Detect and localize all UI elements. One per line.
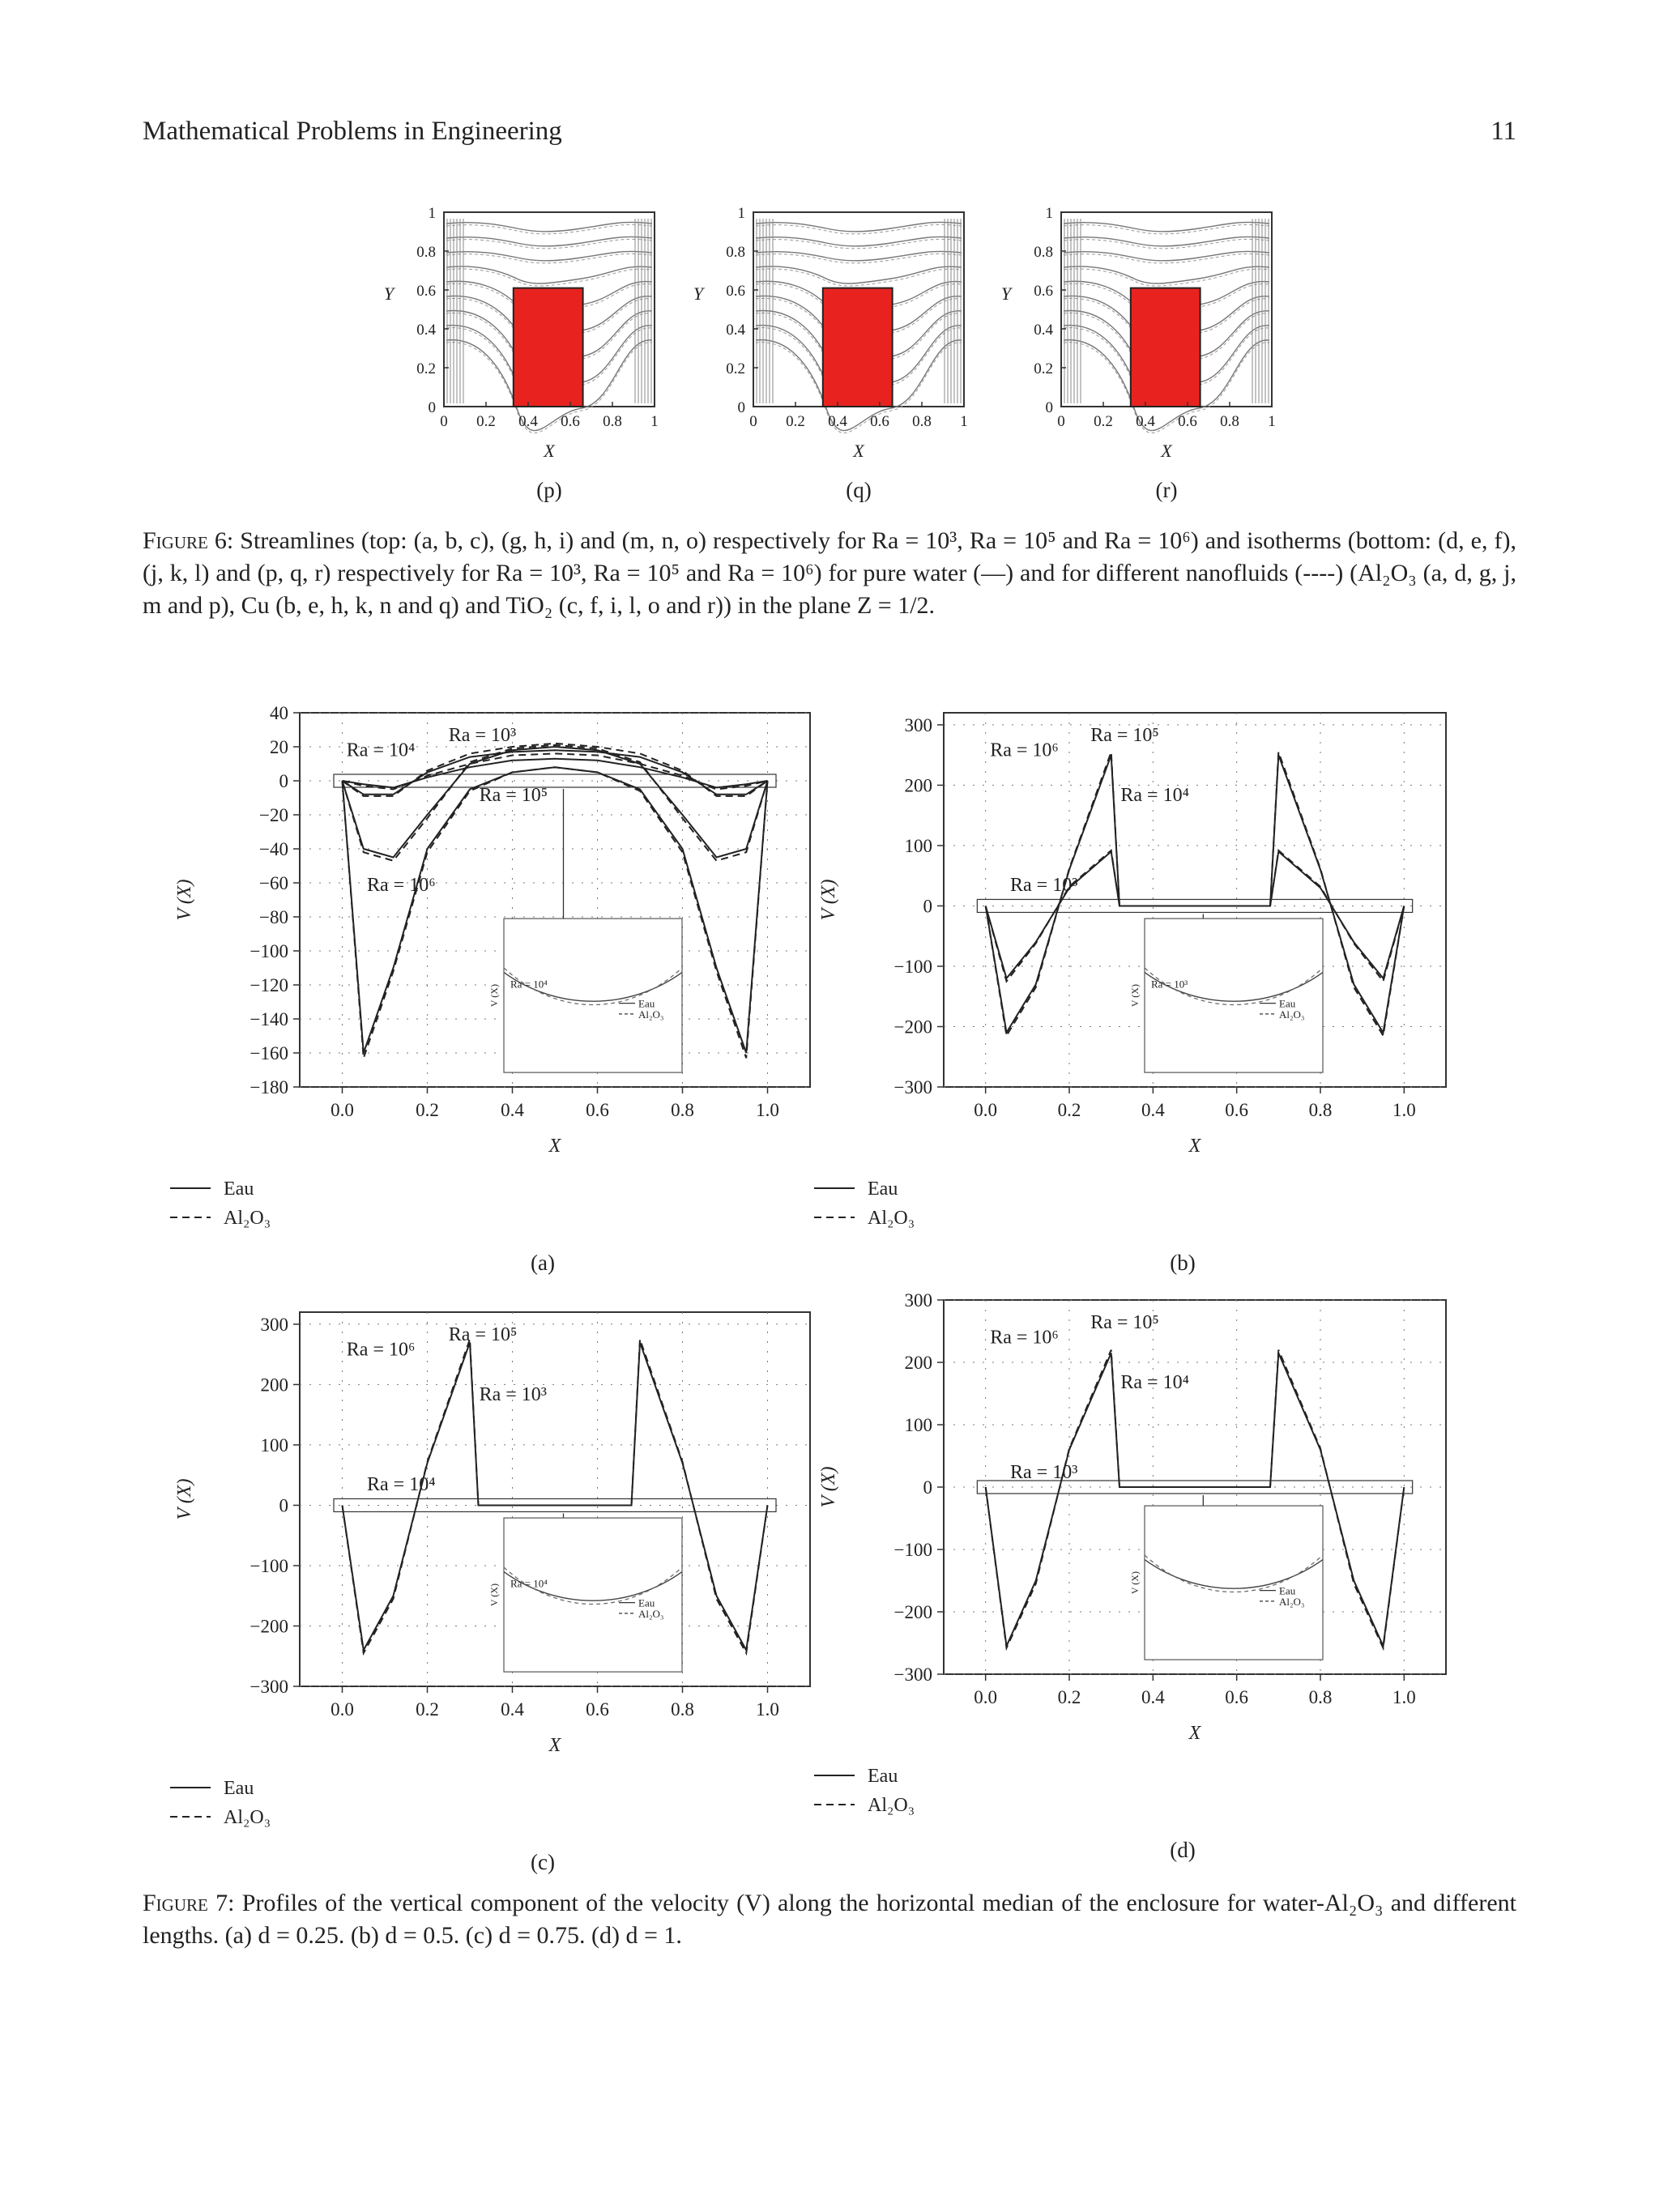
inset-legend-eau: Eau (638, 1596, 655, 1609)
y-tick-label: −120 (249, 975, 288, 995)
ra-annotation: Ra = 10⁴ (346, 739, 416, 761)
inset-legend-al2o3: Al₂O₃ (638, 1008, 664, 1021)
y-axis-label: Y (693, 283, 704, 304)
x-tick-label: 0.0 (331, 1699, 354, 1720)
y-tick-label: 0 (923, 896, 932, 917)
ra-annotation: Ra = 10⁶ (990, 1327, 1059, 1349)
x-axis-label: X (548, 1136, 561, 1157)
y-tick-label: 300 (260, 1314, 288, 1335)
inset-y-label: V (X) (488, 984, 500, 1008)
inset-frame (1145, 918, 1323, 1072)
y-tick-label: −100 (249, 941, 288, 961)
x-tick-label: 0.4 (1141, 1100, 1165, 1120)
y-axis-label: V (X) (818, 879, 839, 921)
inset-label: Ra = 10⁴ (510, 1577, 548, 1590)
inset-legend-eau: Eau (1279, 997, 1296, 1010)
panel-label: (c) (531, 1850, 555, 1874)
ra-annotation: Ra = 10⁶ (346, 1339, 416, 1361)
inset-label: Ra = 10⁴ (510, 978, 548, 991)
x-tick-label: 1 (650, 413, 659, 430)
y-tick-label: 100 (904, 1415, 932, 1435)
y-axis-label: Y (383, 283, 394, 304)
x-tick-label: 1.0 (1392, 1687, 1416, 1707)
y-tick-label: 1 (1045, 205, 1053, 222)
isotherm-panel-r (0, 0, 1659, 535)
y-axis-label: V (X) (818, 1466, 839, 1508)
y-tick-label: 200 (904, 1353, 932, 1373)
x-tick-label: 0.6 (1225, 1100, 1249, 1120)
y-axis-label: V (X) (174, 1478, 195, 1520)
x-tick-label: 0.6 (870, 413, 889, 430)
figure-6-caption (143, 525, 1516, 622)
x-tick-label: 0.4 (1141, 1687, 1165, 1707)
y-tick-label: 100 (260, 1434, 288, 1455)
figure-7-caption (143, 1887, 1516, 1952)
x-tick-label: 0.0 (974, 1100, 998, 1120)
y-tick-label: 0.2 (416, 360, 436, 377)
ra-annotation: Ra = 10³ (479, 1384, 547, 1406)
x-tick-label: 0.6 (586, 1100, 609, 1120)
y-tick-label: 300 (904, 1290, 932, 1311)
ra-annotation: Ra = 10⁴ (1120, 1372, 1189, 1394)
legend-label-eau: Eau (868, 1766, 898, 1787)
x-tick-label: 0.4 (501, 1699, 524, 1720)
x-tick-label: 0 (1057, 413, 1065, 430)
inset-legend-eau: Eau (1279, 1584, 1296, 1597)
heated-block (1131, 288, 1201, 407)
y-tick-label: 0.4 (416, 322, 436, 339)
x-tick-label: 0.8 (1308, 1687, 1333, 1707)
x-axis-label: X (1188, 1136, 1201, 1157)
x-axis-label: X (853, 441, 864, 461)
x-tick-label: 0.2 (416, 1100, 439, 1120)
y-tick-label: −80 (259, 907, 288, 927)
x-tick-label: 0.6 (1225, 1687, 1249, 1707)
inset-label: Ra = 10³ (1151, 978, 1188, 991)
y-tick-label: 0.2 (726, 360, 745, 377)
panel-label: (d) (1170, 1838, 1196, 1862)
chart-c (170, 1312, 810, 1874)
y-tick-label: 40 (270, 703, 288, 723)
figure-7-svg (0, 664, 1659, 1879)
ra-annotation: Ra = 10⁵ (1090, 1312, 1159, 1334)
y-tick-label: −200 (893, 1602, 932, 1622)
x-tick-label: 1.0 (756, 1699, 779, 1720)
y-tick-label: −200 (249, 1616, 288, 1637)
y-tick-label: 0.8 (726, 244, 745, 261)
panel-label: (b) (1170, 1251, 1196, 1275)
ra-annotation: Ra = 10⁴ (367, 1474, 436, 1496)
x-tick-label: 0.2 (1057, 1687, 1081, 1707)
y-tick-label: 0.6 (726, 283, 745, 300)
legend-label-al2o3: Al₂O₃ (868, 1208, 915, 1229)
y-tick-label: −40 (259, 839, 288, 859)
y-tick-label: 1 (428, 205, 436, 222)
x-axis-label: X (548, 1735, 561, 1756)
x-tick-label: 1 (1268, 413, 1276, 430)
inset-y-label: V (X) (1129, 984, 1141, 1008)
y-tick-label: −180 (249, 1077, 288, 1097)
y-tick-label: −160 (249, 1043, 288, 1063)
y-tick-label: −200 (893, 1016, 932, 1038)
legend-label-eau: Eau (224, 1178, 254, 1200)
y-tick-label: 300 (904, 714, 932, 735)
x-tick-label: 0.2 (476, 413, 496, 430)
y-tick-label: 0.6 (416, 283, 436, 300)
ra-annotation: Ra = 10⁶ (367, 875, 436, 897)
legend-label-al2o3: Al₂O₃ (224, 1208, 271, 1229)
x-tick-label: 0.0 (331, 1100, 354, 1120)
legend-label-al2o3: Al₂O₃ (868, 1795, 915, 1816)
inset-y-label: V (X) (1129, 1571, 1141, 1595)
x-tick-label: 0.8 (1308, 1100, 1333, 1120)
y-tick-label: 0.4 (1034, 322, 1053, 339)
page-number: 11 (1491, 117, 1516, 146)
panel-label: (p) (536, 478, 562, 502)
figure-6-caption-prefix: Figure 6: (143, 527, 234, 554)
y-tick-label: 0.4 (726, 322, 745, 339)
ra-annotation: Ra = 10⁵ (1090, 725, 1159, 747)
y-tick-label: 0.8 (1034, 244, 1053, 261)
inset-legend-al2o3: Al₂O₃ (1279, 1595, 1305, 1608)
figure-7-caption-prefix: Figure 7: (143, 1890, 235, 1916)
inset-legend-eau: Eau (638, 997, 655, 1010)
x-tick-label: 0 (440, 413, 448, 430)
panel-label: (r) (1155, 478, 1178, 502)
x-tick-label: 0.4 (501, 1100, 524, 1120)
legend-label-al2o3: Al₂O₃ (224, 1807, 271, 1828)
x-axis-label: X (544, 441, 555, 461)
x-tick-label: 1 (960, 413, 968, 430)
ra-annotation: Ra = 10³ (448, 725, 517, 747)
chart-b (814, 713, 1446, 1275)
x-tick-label: 0.8 (671, 1100, 694, 1120)
x-tick-label: 0.8 (1220, 413, 1239, 430)
y-axis-label: Y (1000, 283, 1012, 304)
y-tick-label: −300 (893, 1664, 932, 1685)
chart-a (170, 703, 810, 1275)
y-tick-label: −300 (249, 1677, 288, 1697)
inset-legend-al2o3: Al₂O₃ (1279, 1008, 1305, 1021)
inset-plot (488, 1518, 682, 1672)
y-tick-label: 200 (904, 775, 932, 796)
x-tick-label: 0.0 (974, 1687, 998, 1707)
ra-annotation: Ra = 10⁵ (448, 1324, 518, 1346)
x-tick-label: 0.2 (1057, 1100, 1081, 1120)
x-tick-label: 0.4 (518, 413, 538, 430)
y-axis-label: V (X) (174, 879, 195, 921)
x-tick-label: 0.8 (912, 413, 932, 430)
x-tick-label: 0.4 (828, 413, 847, 430)
x-axis-label: X (1161, 441, 1172, 461)
x-tick-label: 1.0 (756, 1100, 779, 1120)
y-tick-label: 0.8 (416, 244, 436, 261)
x-tick-label: 0.6 (561, 413, 580, 430)
y-tick-label: 100 (904, 835, 932, 856)
x-tick-label: 0.8 (671, 1699, 694, 1720)
y-tick-label: 0 (1045, 399, 1053, 416)
y-tick-label: 0 (279, 1495, 288, 1516)
ra-annotation: Ra = 10³ (1010, 1462, 1078, 1484)
inset-legend-al2o3: Al₂O₃ (638, 1607, 664, 1620)
x-tick-label: 0.2 (416, 1699, 439, 1720)
journal-title: Mathematical Problems in Engineering (143, 117, 562, 146)
x-tick-label: 0.4 (1136, 413, 1155, 430)
y-tick-label: −300 (893, 1077, 932, 1097)
y-tick-label: 0.6 (1034, 283, 1053, 300)
y-tick-label: 0 (923, 1477, 932, 1498)
y-tick-label: 0 (737, 399, 745, 416)
inset-frame (504, 918, 682, 1072)
legend-label-eau: Eau (868, 1178, 898, 1200)
y-tick-label: 0 (428, 399, 436, 416)
y-tick-label: 0.2 (1034, 360, 1053, 377)
ra-annotation: Ra = 10⁴ (1120, 785, 1189, 807)
figure-6-caption-text: Streamlines (top: (a, b, c), (g, h, i) and (m, n, o) respectively for Ra = 10³, Ra = 10⁵ and Ra = 10⁶) and isotherms (bottom: (d, e, f), (j, k, l) and (p, q, r) respectively for Ra = 10³, Ra = 10⁵ and Ra = 10⁶) for pure water (—) and for different nanofluids (----) (Al₂O₃ (a, d, g, j, m and p), Cu (b, e, h, k, n and q) and TiO₂ (c, f, i, l, o and r)) in the plane Z = 1/2. (143, 527, 1517, 619)
y-tick-label: −140 (249, 1009, 288, 1029)
x-tick-label: 0.2 (786, 413, 805, 430)
ra-annotation: Ra = 10³ (1010, 875, 1078, 897)
inset-frame (504, 1518, 682, 1672)
ra-annotation: Ra = 10⁶ (990, 739, 1059, 761)
inset-y-label: V (X) (488, 1583, 500, 1607)
y-tick-label: −100 (893, 1540, 932, 1560)
y-tick-label: 20 (270, 737, 288, 757)
y-tick-label: −100 (249, 1555, 288, 1576)
panel-label: (q) (846, 478, 872, 502)
chart-d (814, 1290, 1446, 1862)
x-tick-label: 0 (749, 413, 757, 430)
y-tick-label: 0 (279, 771, 288, 791)
inset-plot (488, 918, 682, 1072)
x-tick-label: 0.8 (603, 413, 622, 430)
inset-plot (1129, 1506, 1323, 1660)
y-tick-label: −100 (893, 956, 932, 977)
panel-label: (a) (531, 1251, 555, 1275)
x-tick-label: 0.6 (586, 1699, 609, 1720)
y-tick-label: 200 (260, 1375, 288, 1396)
inset-frame (1145, 1506, 1323, 1660)
y-tick-label: −20 (259, 805, 288, 825)
x-tick-label: 1.0 (1392, 1100, 1416, 1120)
x-axis-label: X (1188, 1723, 1201, 1744)
inset-plot (1129, 918, 1323, 1072)
x-tick-label: 0.2 (1094, 413, 1113, 430)
ra-annotation: Ra = 10⁵ (479, 785, 548, 807)
legend-label-eau: Eau (224, 1778, 254, 1799)
figure-7-caption-text: Profiles of the vertical component of the velocity (V) along the horizontal median of the enclosure for water-Al₂O₃ and different lengths. (a) d = 0.25. (b) d = 0.5. (c) d = 0.75. (d) d = 1. (143, 1890, 1516, 1949)
x-tick-label: 0.6 (1178, 413, 1197, 430)
y-tick-label: 1 (737, 205, 745, 222)
y-tick-label: −60 (259, 873, 288, 893)
